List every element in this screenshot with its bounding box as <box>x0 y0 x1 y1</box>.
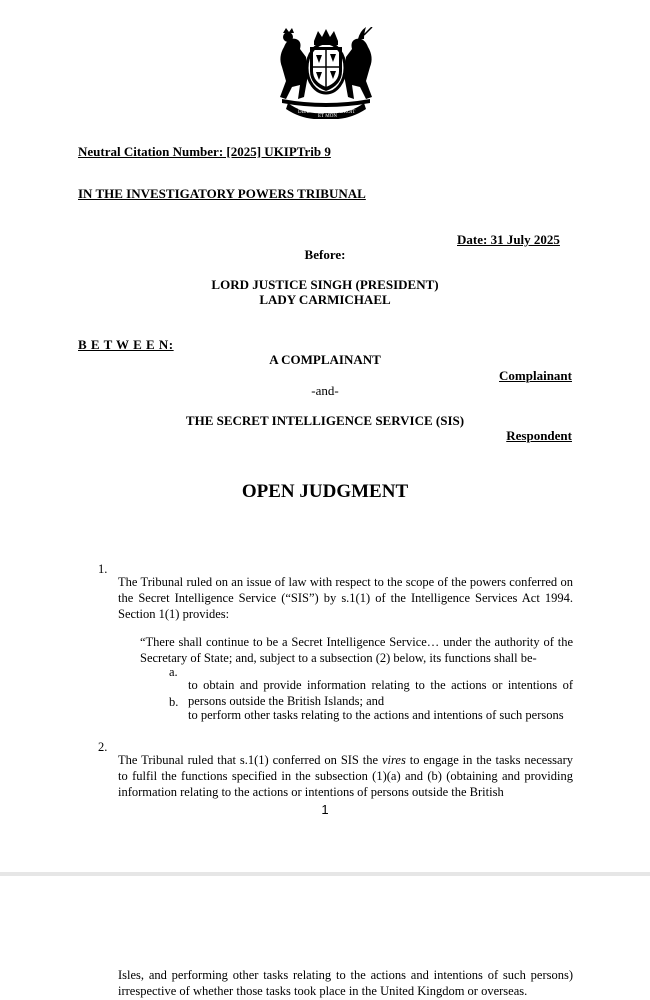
party-respondent-name: THE SECRET INTELLIGENCE SERVICE (SIS) <box>185 413 465 428</box>
paragraph-2: The Tribunal ruled that s.1(1) conferred on SIS the vires to engage in the tasks necessary to fulfil the functions specified in the subsection (1)(a) and (b) (obtaining and providing information relating to the actions or intentions of persons outside the British <box>118 752 573 799</box>
statute-quote: “There shall continue to be a Secret Intelligence Service… under the authority of the Secretary of State; and, subject to a subsection (2) below, its functions shall be- <box>140 634 573 665</box>
judge-name: LORD JUSTICE SINGH (PRESIDENT) <box>211 277 439 292</box>
subitem-label: b. <box>169 695 179 709</box>
party-complainant-role: Complainant <box>499 368 572 383</box>
party-respondent-role: Respondent <box>506 428 572 443</box>
crest-motto-right: DROIT <box>340 110 356 115</box>
paragraph-number: 1. <box>98 562 108 576</box>
and-separator: -and- <box>311 383 339 398</box>
paragraph-1: The Tribunal ruled on an issue of law with respect to the scope of the powers conferred on the Secret Intelligence Service (“SIS”) by s.1(1) of the Intelligence Services Act 1994. Section 1(1) provides: <box>118 574 573 621</box>
court-name: IN THE INVESTIGATORY POWERS TRIBUNAL <box>78 186 366 201</box>
crest-motto-left: DIEU <box>298 110 310 115</box>
page-2-continuation: Isles, and performing other tasks relating to the actions and intentions of such persons) irrespective of whether those tasks took place in the United Kingdom or overseas. <box>118 967 573 998</box>
crest-motto-bottom: ET MON <box>318 114 337 119</box>
between-label: B E T W E E N: <box>78 337 174 352</box>
judge-name: LADY CARMICHAEL <box>259 292 391 307</box>
paragraph-number: 2. <box>98 740 108 754</box>
subitem-label: a. <box>169 665 178 679</box>
judgment-date: Date: 31 July 2025 <box>457 232 560 247</box>
before-label: Before: <box>304 247 346 262</box>
subitem-a: to obtain and provide information relating to the actions or intentions of persons outside the British Islands; and <box>188 677 573 708</box>
document-page-2 <box>0 876 650 1000</box>
judgment-heading: OPEN JUDGMENT <box>241 481 409 502</box>
vires-term: vires <box>381 752 406 767</box>
party-complainant-name: A COMPLAINANT <box>269 352 381 367</box>
subitem-b: to perform other tasks relating to the actions and intentions of such persons <box>188 707 564 722</box>
neutral-citation: Neutral Citation Number: [2025] UKIPTrib 9 <box>78 144 331 159</box>
royal-coat-of-arms-icon <box>274 27 378 119</box>
page-number: 1 <box>321 802 329 817</box>
